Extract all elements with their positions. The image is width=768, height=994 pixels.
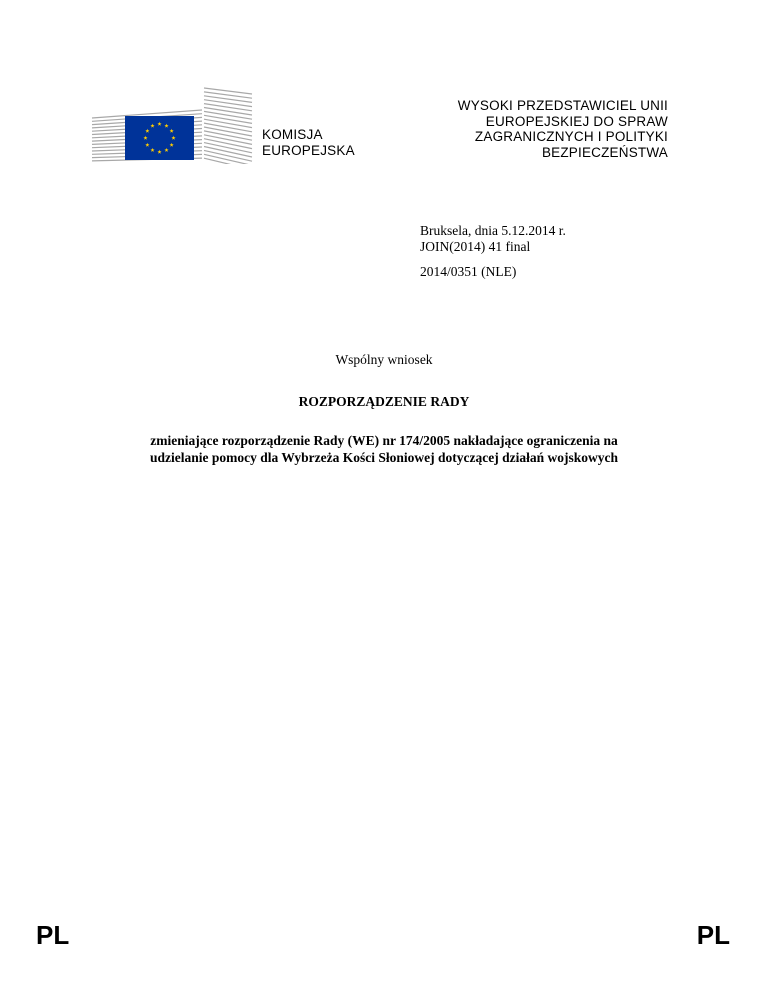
reference-number: JOIN(2014) 41 final bbox=[420, 239, 531, 254]
place-date: Bruksela, dnia 5.12.2014 r. bbox=[420, 223, 566, 238]
european-commission-logo-icon bbox=[90, 86, 258, 164]
document-type: Wspólny wniosek bbox=[335, 352, 433, 367]
language-code-right: PL bbox=[696, 920, 730, 950]
procedure-number: 2014/0351 (NLE) bbox=[420, 264, 517, 279]
commission-name-line: EUROPEJSKA bbox=[262, 143, 355, 158]
high-representative-title bbox=[458, 98, 668, 160]
commission-name bbox=[262, 127, 355, 159]
hr-title-line: EUROPEJSKIEJ DO SPRAW bbox=[485, 113, 668, 129]
document-subtitle bbox=[0, 432, 768, 466]
subtitle-line: udzielanie pomocy dla Wybrzeża Kości Słoniowej dotyczącej działań wojskowych bbox=[150, 450, 618, 465]
hr-title-line: BEZPIECZEŃSTWA bbox=[541, 144, 668, 160]
commission-name-line: KOMISJA bbox=[262, 127, 323, 142]
subtitle-line: zmieniające rozporządzenie Rady (WE) nr 174/2005 nakładające ograniczenia na bbox=[150, 433, 618, 448]
hr-title-line: ZAGRANICZNYCH I POLITYKI bbox=[474, 129, 668, 144]
document-title: ROZPORZĄDZENIE RADY bbox=[298, 394, 470, 409]
language-code-left: PL bbox=[36, 920, 70, 950]
document-meta bbox=[420, 223, 566, 280]
hr-title-line: WYSOKI PRZEDSTAWICIEL UNII bbox=[457, 98, 668, 113]
